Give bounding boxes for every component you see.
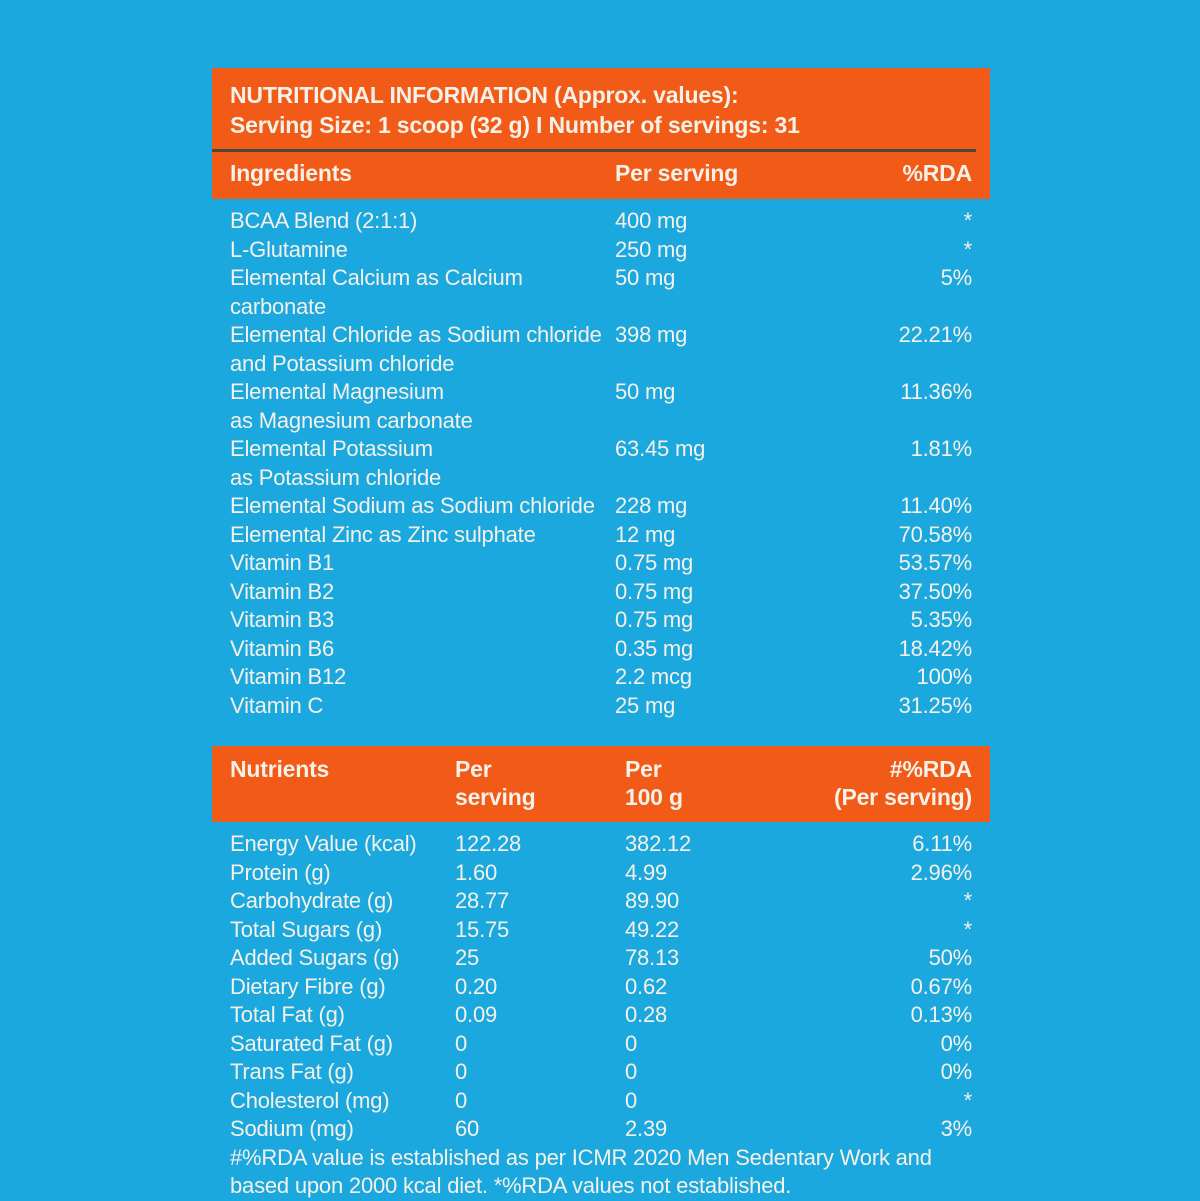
nutrient-row bbox=[230, 887, 972, 916]
ingredient-row bbox=[230, 521, 972, 550]
per-100g-line2: 100 g bbox=[625, 784, 683, 810]
serving-size-info: Serving Size: 1 scoop (32 g) I Number of servings: 31 bbox=[230, 112, 800, 138]
rda-line2: (Per serving) bbox=[833, 784, 972, 810]
ingredient-per-serving-value: 0.75 mg bbox=[615, 550, 694, 575]
ingredient-name bbox=[230, 236, 615, 265]
ingredient-rda-value: 22.21% bbox=[898, 322, 972, 347]
per-100g-line1: Per bbox=[625, 756, 662, 782]
ingredient-name bbox=[230, 378, 615, 435]
ingredient-row bbox=[230, 606, 972, 635]
nutrient-name: Cholesterol (mg) bbox=[230, 1087, 390, 1113]
nutrients-header-block bbox=[212, 746, 990, 822]
nutrient-row bbox=[230, 973, 972, 1002]
ingredient-name-line1: Elemental Calcium as Calcium carbonate bbox=[230, 265, 523, 319]
ingredient-per-serving-value: 228 mg bbox=[615, 493, 688, 518]
per-serving-col-header: Per serving bbox=[615, 160, 739, 186]
ingredient-row bbox=[230, 663, 972, 692]
ingredient-per-serving-value: 0.75 mg bbox=[615, 607, 694, 632]
ingredient-per-serving-value: 250 mg bbox=[615, 236, 688, 262]
ingredient-per-serving-value: 0.35 mg bbox=[615, 635, 694, 661]
ingredient-row bbox=[230, 264, 972, 321]
rda-col-header: %RDA bbox=[902, 160, 972, 186]
nutrition-header-titles bbox=[212, 68, 990, 140]
nutrient-row bbox=[230, 1030, 972, 1059]
nutrient-name: Trans Fat (g) bbox=[230, 1059, 354, 1084]
ingredient-row bbox=[230, 692, 972, 721]
ingredient-row bbox=[230, 492, 972, 521]
ingredient-name-line1: Vitamin B6 bbox=[230, 635, 334, 661]
ingredient-name-line2: as Magnesium carbonate bbox=[230, 407, 473, 433]
ingredient-name-line1: Elemental Chloride as Sodium chloride bbox=[230, 322, 602, 347]
ingredient-rda-value: 5% bbox=[940, 265, 972, 290]
nutrients-per-100g-col-header bbox=[625, 755, 825, 811]
ingredient-per-serving-value: 398 mg bbox=[615, 322, 688, 347]
ingredient-per-serving-value: 12 mg bbox=[615, 521, 676, 547]
ingredient-name bbox=[230, 578, 615, 607]
nutrient-per-serving-value: 25 bbox=[455, 945, 480, 970]
nutrient-name: Saturated Fat (g) bbox=[230, 1030, 393, 1056]
ingredient-name bbox=[230, 264, 615, 321]
per-serving-line1: Per bbox=[455, 756, 492, 782]
ingredient-name bbox=[230, 606, 615, 635]
ingredient-name-line1: Vitamin C bbox=[230, 692, 324, 718]
nutrient-per-100g-value: 0.62 bbox=[625, 973, 668, 999]
nutrient-name: Added Sugars (g) bbox=[230, 945, 400, 970]
nutrient-row bbox=[230, 859, 972, 888]
per-serving-line2: serving bbox=[455, 784, 536, 810]
ingredient-name-line1: Elemental Potassium bbox=[230, 436, 433, 461]
nutrient-name: Energy Value (kcal) bbox=[230, 831, 417, 856]
nutrients-rows bbox=[212, 822, 990, 1144]
ingredient-row bbox=[230, 578, 972, 607]
nutrient-name: Total Fat (g) bbox=[230, 1002, 345, 1027]
nutrient-rda-value: 0% bbox=[940, 1059, 972, 1084]
nutrient-rda-value: 0.67% bbox=[910, 973, 972, 999]
ingredient-row bbox=[230, 236, 972, 265]
rda-line1: #%RDA bbox=[889, 756, 972, 782]
nutrient-row bbox=[230, 1001, 972, 1030]
ingredient-name-line1: Elemental Zinc as Zinc sulphate bbox=[230, 521, 536, 547]
ingredient-name bbox=[230, 663, 615, 692]
ingredient-name-line1: Vitamin B2 bbox=[230, 578, 334, 604]
nutrient-row bbox=[230, 944, 972, 973]
ingredient-per-serving-value: 2.2 mcg bbox=[615, 664, 692, 689]
nutrient-per-100g-value: 49.22 bbox=[625, 916, 680, 942]
nutrition-header-block bbox=[212, 68, 990, 199]
ingredient-rda-value: * bbox=[963, 236, 972, 262]
ingredient-name bbox=[230, 549, 615, 578]
nutrient-name: Protein (g) bbox=[230, 859, 331, 885]
nutrient-name: Dietary Fibre (g) bbox=[230, 973, 386, 999]
ingredient-name bbox=[230, 635, 615, 664]
ingredient-rda-value: 31.25% bbox=[898, 692, 972, 718]
ingredient-row bbox=[230, 549, 972, 578]
ingredient-row bbox=[230, 207, 972, 236]
ingredient-per-serving-value: 400 mg bbox=[615, 208, 688, 233]
ingredient-per-serving-value: 50 mg bbox=[615, 265, 676, 290]
nutrient-row bbox=[230, 830, 972, 859]
ingredient-rda-value: 37.50% bbox=[898, 578, 972, 604]
rda-footnote: #%RDA value is established as per ICMR 2020 Men Sedentary Work and based upon 2000 kcal diet. *%RDA values not established. bbox=[230, 1144, 932, 1198]
nutrient-per-serving-value: 0 bbox=[455, 1030, 468, 1056]
ingredients-column-header-row bbox=[212, 152, 990, 199]
nutrient-rda-value: 6.11% bbox=[912, 831, 972, 856]
nutrient-rda-value: 2.96% bbox=[910, 859, 972, 885]
nutrient-per-100g-value: 0 bbox=[625, 1087, 638, 1113]
nutrient-name: Total Sugars (g) bbox=[230, 916, 383, 942]
nutrient-per-serving-value: 1.60 bbox=[455, 859, 498, 885]
nutrient-per-100g-value: 382.12 bbox=[625, 831, 692, 856]
ingredient-name-line1: Elemental Magnesium bbox=[230, 379, 444, 404]
nutrient-rda-value: 50% bbox=[928, 945, 972, 970]
nutrient-per-100g-value: 0 bbox=[625, 1030, 638, 1056]
nutrient-rda-value: 3% bbox=[940, 1116, 972, 1141]
ingredient-rda-value: 70.58% bbox=[898, 521, 972, 547]
ingredient-rda-value: 18.42% bbox=[898, 635, 972, 661]
nutrient-rda-value: * bbox=[963, 888, 972, 913]
nutrient-per-serving-value: 28.77 bbox=[455, 888, 510, 913]
nutrient-per-serving-value: 15.75 bbox=[455, 916, 510, 942]
ingredient-name bbox=[230, 521, 615, 550]
ingredient-per-serving-value: 50 mg bbox=[615, 379, 676, 404]
nutrient-per-serving-value: 0 bbox=[455, 1059, 468, 1084]
ingredient-name-line1: L-Glutamine bbox=[230, 236, 348, 262]
ingredient-name-line1: Vitamin B12 bbox=[230, 664, 347, 689]
nutrient-per-100g-value: 78.13 bbox=[625, 945, 680, 970]
ingredients-rows bbox=[212, 199, 990, 720]
ingredient-row bbox=[230, 321, 972, 378]
ingredient-rda-value: 11.40% bbox=[900, 493, 972, 518]
nutrient-per-serving-value: 0.09 bbox=[455, 1002, 498, 1027]
ingredient-row bbox=[230, 378, 972, 435]
ingredient-rda-value: 53.57% bbox=[898, 550, 972, 575]
nutrient-row bbox=[230, 1087, 972, 1116]
nutrient-rda-value: * bbox=[963, 916, 972, 942]
ingredient-name-line2: as Potassium chloride bbox=[230, 464, 442, 490]
ingredient-rda-value: 100% bbox=[916, 664, 972, 689]
ingredient-rda-value: * bbox=[963, 208, 972, 233]
nutrient-per-100g-value: 0.28 bbox=[625, 1002, 668, 1027]
nutrient-name: Sodium (mg) bbox=[230, 1116, 354, 1141]
ingredient-rda-value: 11.36% bbox=[900, 379, 972, 404]
nutrient-rda-value: 0.13% bbox=[910, 1002, 972, 1027]
ingredient-name-line2: and Potassium chloride bbox=[230, 350, 455, 376]
nutrients-col-header: Nutrients bbox=[230, 756, 330, 782]
nutrition-panel bbox=[212, 68, 990, 1201]
ingredients-col-header: Ingredients bbox=[230, 160, 352, 186]
ingredient-per-serving-value: 63.45 mg bbox=[615, 436, 706, 461]
nutrient-per-100g-value: 4.99 bbox=[625, 859, 668, 885]
nutrient-name: Carbohydrate (g) bbox=[230, 888, 394, 913]
ingredient-name-line1: Vitamin B3 bbox=[230, 607, 334, 632]
nutrient-per-100g-value: 2.39 bbox=[625, 1116, 668, 1141]
nutrients-rda-col-header bbox=[825, 755, 972, 811]
nutrients-per-serving-col-header bbox=[455, 755, 625, 811]
ingredient-name bbox=[230, 321, 615, 378]
ingredient-per-serving-value: 0.75 mg bbox=[615, 578, 694, 604]
nutrient-per-100g-value: 0 bbox=[625, 1059, 638, 1084]
ingredient-row bbox=[230, 435, 972, 492]
nutrient-rda-value: 0% bbox=[940, 1030, 972, 1056]
ingredient-name bbox=[230, 692, 615, 721]
ingredient-name-line1: Elemental Sodium as Sodium chloride bbox=[230, 493, 595, 518]
ingredient-rda-value: 5.35% bbox=[910, 607, 972, 632]
ingredient-name-line1: BCAA Blend (2:1:1) bbox=[230, 208, 418, 233]
nutrient-per-serving-value: 0 bbox=[455, 1087, 468, 1113]
ingredient-name-line1: Vitamin B1 bbox=[230, 550, 334, 575]
ingredient-name bbox=[230, 492, 615, 521]
nutrition-title: NUTRITIONAL INFORMATION (Approx. values): bbox=[230, 82, 739, 108]
nutrient-per-serving-value: 122.28 bbox=[455, 831, 522, 856]
nutrient-row bbox=[230, 1058, 972, 1087]
nutrient-per-serving-value: 60 bbox=[455, 1116, 480, 1141]
nutrient-rda-value: * bbox=[963, 1087, 972, 1113]
ingredient-row bbox=[230, 635, 972, 664]
ingredient-name bbox=[230, 207, 615, 236]
nutrient-per-serving-value: 0.20 bbox=[455, 973, 498, 999]
ingredient-rda-value: 1.81% bbox=[910, 436, 972, 461]
nutrient-row bbox=[230, 1115, 972, 1144]
ingredient-name bbox=[230, 435, 615, 492]
ingredient-per-serving-value: 25 mg bbox=[615, 692, 676, 718]
nutrient-per-100g-value: 89.90 bbox=[625, 888, 680, 913]
nutrient-row bbox=[230, 916, 972, 945]
